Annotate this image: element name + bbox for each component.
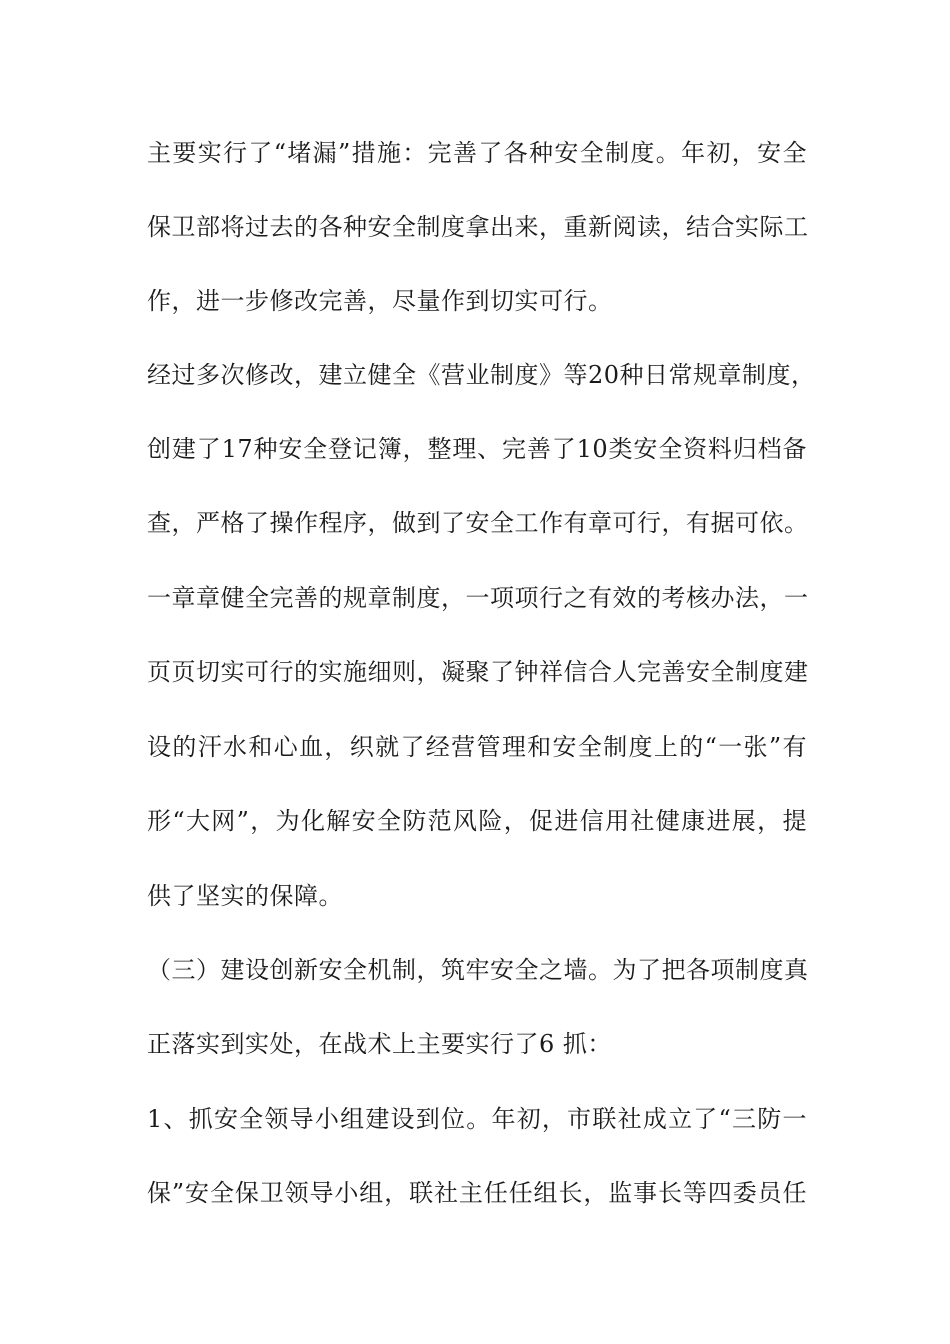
text-line: 保卫部将过去的各种安全制度拿出来，重新阅读，结合实际工	[147, 213, 809, 241]
text-line: 设的汗水和心血，织就了经营管理和安全制度上的“一张”有	[147, 733, 807, 761]
text-line: 正落实到实处，在战术上主要实行了6 抓：	[147, 1030, 612, 1058]
list-item-line: 1、抓安全领导小组建设到位。年初，市联社成立了“三防一	[147, 1105, 807, 1133]
text-line: 保”安全保卫领导小组，联社主任任组长，监事长等四委员任	[147, 1179, 807, 1207]
text-line: 主要实行了“堵漏”措施：完善了各种安全制度。年初，安全	[147, 139, 807, 167]
text-line: 供了坚实的保障。	[147, 882, 343, 910]
text-line: 查，严格了操作程序，做到了安全工作有章可行，有据可依。	[147, 509, 809, 537]
text-line: 页页切实可行的实施细则，凝聚了钟祥信合人完善安全制度建	[147, 658, 809, 686]
text-line: 经过多次修改，建立健全《营业制度》等20种日常规章制度，	[147, 361, 816, 389]
section-heading-line: （三）建设创新安全机制，筑牢安全之墙。为了把各项制度真	[147, 956, 809, 984]
text-line: 形“大网”，为化解安全防范风险，促进信用社健康进展，提	[147, 807, 807, 835]
text-line: 一章章健全完善的规章制度，一项项行之有效的考核办法，一	[147, 584, 809, 612]
text-line: 创建了17种安全登记簿，整理、完善了10类安全资料归档备	[147, 435, 807, 463]
text-line: 作，进一步修改完善，尽量作到切实可行。	[147, 287, 613, 315]
